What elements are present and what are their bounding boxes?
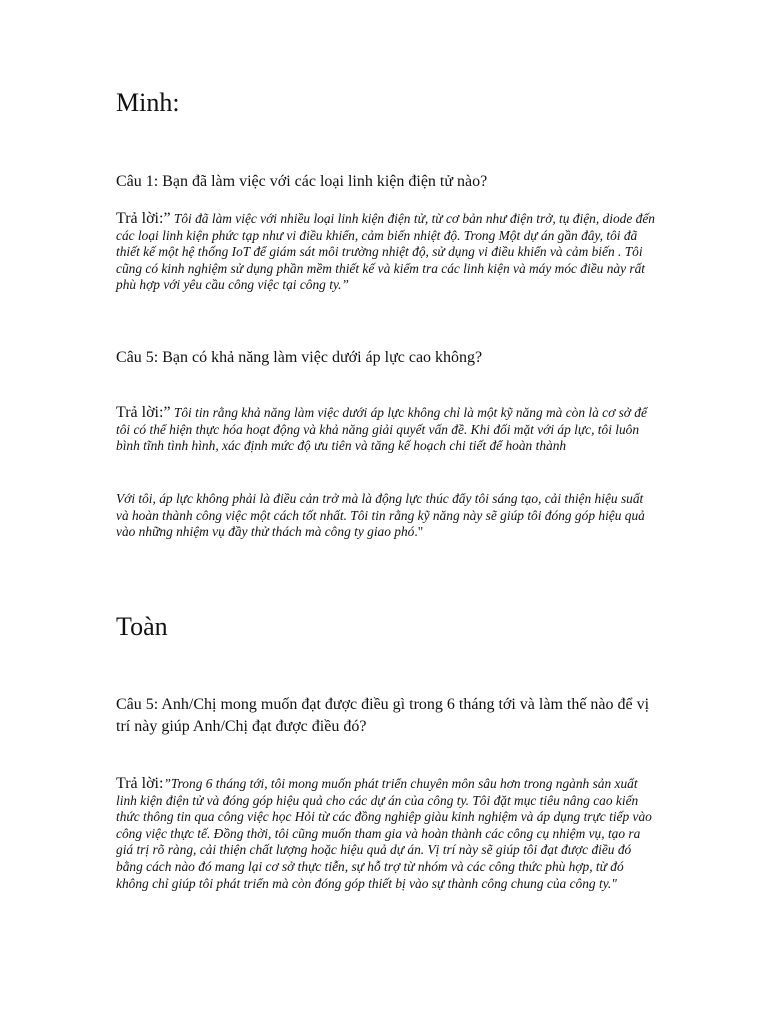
answer-label: Trả lời: (116, 775, 164, 792)
answer-label: Trả lời:” (116, 404, 171, 421)
answer-text-paragraph-2: Với tôi, áp lực không phải là điều cản trở mà là động lực thúc đẩy tôi sáng tạo, cải thiện hiệu suất và hoàn thành công việc một cách tốt nhất. Tôi tin rằng kỹ năng này sẽ giúp tôi đóng góp hiệu quả vào những nhiệm vụ đầy thử thách mà công ty giao phó (116, 491, 645, 540)
answer-5-minh (116, 405, 656, 455)
answer-text-tail: . (414, 524, 418, 540)
answer-5-minh-paragraph-2: Với tôi, áp lực không phải là điều cản trở mà là động lực thúc đẩy tôi sáng tạo, cải thiện hiệu suất và hoàn thành công việc một cách tốt nhất. Tôi tin rằng kỹ năng này sẽ giúp tôi đóng góp hiệu quả vào những nhiệm vụ đầy thử thách mà công ty giao phó." (116, 491, 645, 540)
answer-text: Tôi đã làm việc với nhiều loại linh kiện điện tử, từ cơ bản như điện trở, tụ điện, diode đến các loại linh kiện phức tạp như vi điều khiển, cảm biến nhiệt độ. Trong Một dự án gần đây, tôi đã thiết kế một hệ thống IoT để giám sát môi trường nhiệt độ, sử dụng vi điều khiển và cảm biến . Tôi cũng có kinh nghiệm sử dụng phần mềm thiết kế và kiểm tra các linh kiện và máy móc điều này rất phù hợp với yêu cầu công việc tại công ty.” (116, 211, 655, 293)
answer-text: ”Trong 6 tháng tới, tôi mong muốn phát triển chuyên môn sâu hơn trong ngành sản xuất linh kiện điện tử và đóng góp hiệu quả cho các dự án của công ty. Tôi đặt mục tiêu nâng cao kiến thức thông tin qua công việc học Hỏi từ các đồng nghiệp giàu kinh nghiệm và áp dụng trực tiếp vào công việc thực tế. Đồng thời, tôi cũng muốn tham gia và hoàn thành các công cụ nhiệm vụ, tạo ra giá trị rõ ràng, cải thiện chất lượng hoặc hiệu quả dự án. Vị trí này sẽ giúp tôi đạt được điều đó bằng cách nào đó mang lại cơ sở thực tiễn, sự hỗ trợ từ nhóm và các công thức phù hợp, từ đó không chỉ giúp tôi phát triển mà còn đóng góp thiết bị vào sự thành công chung của công ty." (116, 776, 652, 891)
answer-text: Tôi tin rằng khả năng làm việc dưới áp lực không chỉ là một kỹ năng mà còn là cơ sở để tôi có thể hiện thực hóa hoạt động và khả năng giải quyết vấn đề. Khi đối mặt với áp lực, tôi luôn bình tĩnh tình hình, xác định mức độ ưu tiên và tăng kế hoạch chi tiết để hoàn thành (116, 405, 647, 454)
section-heading-toan: Toàn (116, 612, 168, 641)
answer-1 (116, 211, 656, 294)
section-heading-minh: Minh: (116, 88, 180, 117)
question-1: Câu 1: Bạn đã làm việc với các loại linh kiện điện tử nào? (116, 173, 488, 190)
answer-label: Trả lời:” (116, 210, 171, 227)
question-5-toan: Câu 5: Anh/Chị mong muốn đạt được điều gì trong 6 tháng tới và làm thế nào để vị trí này giúp Anh/Chị đạt được điều đó? (116, 696, 650, 735)
answer-5-toan (116, 776, 656, 892)
question-5-minh: Câu 5: Bạn có khả năng làm việc dưới áp lực cao không? (116, 349, 483, 366)
